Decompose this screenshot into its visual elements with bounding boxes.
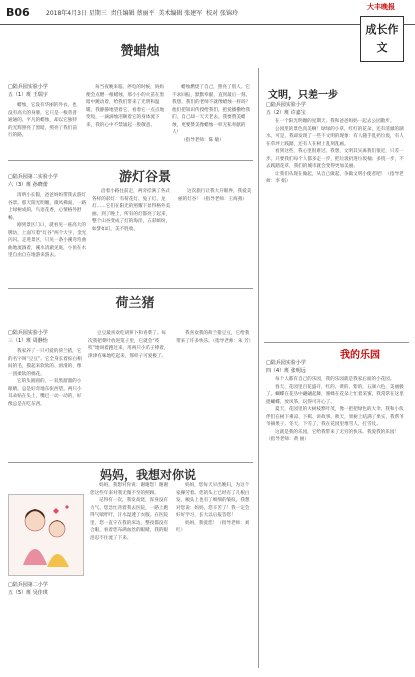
article-title: 文明，只差一步	[268, 90, 338, 101]
article-body	[178, 188, 253, 284]
article-body	[8, 348, 83, 458]
byline-class: 五（5）班 吴佳琪	[8, 589, 48, 596]
byline-school: □陆兵园实验小学	[8, 330, 48, 336]
article-byline	[266, 102, 406, 117]
byline-school: □陆兵园第二小学	[8, 582, 48, 588]
paragraph: 我家养了一只可爱的荷兰猪，它的名字叫“豆豆”。它全身长着棕白相间的毛，摸起来软软的、滑滑的，像一团柔软的棉花。	[8, 349, 82, 377]
paragraph: 在一个阳光明媚的星期天，我和爸爸妈妈一起去公园散步。	[275, 119, 395, 124]
paragraph: 每个人都有自己的乐园，我的乐园就是我家后面的小花园。	[275, 377, 395, 382]
paragraph: 这就是我的乐园，它给我带来了无穷的快乐。我爱我的乐园！（指导老师：黄 丽）	[266, 429, 400, 442]
issue-date: 2018年4月3日 星期三	[46, 10, 107, 17]
paragraph: 刚到景区门口，就看见一座高大的牌坊，上面写着“灯谷”两个大字，金光闪闪。走进景区，只见一条小溪弯弯曲曲地流淌着，溪水清澈见底，小鱼在水里自由自在地游来游去。	[8, 223, 87, 258]
article-title: 荷兰猪	[115, 296, 155, 311]
article-byline	[8, 330, 78, 345]
article-body	[172, 84, 252, 156]
section-brand	[352, 2, 410, 62]
article-body	[92, 188, 172, 284]
byline-class: 五（1）班 王瑞宇	[8, 91, 48, 98]
paragraph: 妈妈，您每天早出晚归，为这个家操劳着。您的头上已经有了几根白发，额头上也有了细细的皱纹。我想对您说：妈妈，您辛苦了！我一定会好好学习，长大以后报答您！	[176, 483, 250, 518]
paragraph: 清明小长假，爸爸妈妈带我去游灯谷景。那天阳光明媚，微风拂面，一路上绿树成荫，鸟语花香，心情格外舒畅。	[8, 193, 87, 221]
paragraph: 这次旅行让我大开眼界，我爱美丽的灯谷！（指导老师：王海燕）	[178, 189, 252, 202]
byline-school: □陆兵园实验小学	[266, 360, 306, 366]
byline-class: 四（4）班 张明远	[266, 367, 306, 374]
article-note: （指导老师：陈 敏）	[181, 137, 224, 143]
byline-class: 六（3）班 孙晓蕾	[8, 181, 48, 188]
header-meta	[46, 8, 238, 17]
mother-child-illustration	[9, 495, 83, 575]
byline-school: □陆兵园实验小学	[266, 102, 306, 108]
paragraph: 春天，花园里百花盛开，红的、黄的、紫的，五颜六色，美丽极了。蝴蝶在花丛中翩翩起舞，蜜蜂在花朵上忙着采蜜。我常常在这里捉蝴蝶、放风筝，玩得可开心了。	[266, 384, 404, 405]
byline-school: □陆兵园第二实验小学	[8, 174, 58, 180]
byline-class: 三（1）班 周静怡	[8, 337, 48, 344]
section-name: 成长作文	[360, 16, 404, 62]
newspaper-logo: 大丰晚报	[367, 2, 395, 11]
article-title: 赞蜡烛	[120, 44, 160, 59]
byline-school: □陆兵园实验小学	[8, 84, 48, 90]
paragraph: 让我们从现在做起，从自己做起，争做文明小使者吧！（指导老师：李 娟）	[266, 171, 404, 184]
paragraph: 蜡烛燃烧了自己，照亮了别人。它不求回报，默默奉献，直到最后一刻。我想，我们的老师不就像蜡烛一样吗？他们把知识传授给我们，把爱播撒给我们，自己却一天天老去。我要赞美蜡烛，更要赞美像蜡烛一样无私奉献的人！	[172, 85, 251, 135]
paragraph: 妈妈，我想对你说：谢谢您！谢谢您这些年来对我无微不至的照顾。	[90, 483, 168, 496]
article-body-extra	[8, 600, 84, 667]
paragraph: 我喜欢我的荷兰猪豆豆，它给我带来了许多快乐。（指导老师：朱 芳）	[176, 331, 253, 344]
article-body	[88, 330, 170, 458]
byline-class: 五（2）班 许嘉宝	[266, 109, 306, 116]
article-body	[266, 118, 408, 338]
paragraph: 夏天，花园里的大树枝繁叶茂，像一把把绿色的大伞。我和小伙伴们在树下乘凉、下棋、讲故事。秋天，果树上结满了果实，我帮爷爷摘果子。冬天，下雪了，我在花园里堆雪人、打雪仗。	[266, 407, 404, 427]
article-body	[8, 192, 88, 284]
proofreader: 校对 张锦玲	[206, 10, 239, 17]
illustration-image	[8, 494, 84, 576]
divider	[8, 462, 253, 463]
article-body	[176, 482, 253, 667]
paragraph: 沿着小路往前走，两旁挂满了各式各样的彩灯：有荷花灯、兔子灯、龙灯……它们在阳光的照耀下显得格外美丽。到了晚上，所有的灯都亮了起来，整个山谷变成了灯的海洋，五彩缤纷，如梦如幻，美不胜收。	[92, 189, 171, 232]
article-byline	[266, 360, 406, 375]
paragraph: 它的头圆圆的，一双黑溜溜的小眼睛，总是好奇地东张西望。两只小耳朵贴在头上，嘴巴一动一动的，好像总是在吃东西。	[8, 379, 82, 407]
divider	[8, 160, 253, 161]
paragraph: 公园里的景色真美啊！绿绿的小草，红红的花朵，还有清澈的湖水。可是，我却发现了一些不文明的现象：有人随手乱扔垃圾，有人在草坪上践踏，还有人在树上乱刻乱画。	[266, 126, 404, 147]
article-body	[8, 102, 78, 158]
article-byline	[8, 174, 78, 189]
paragraph: 记得有一次，我发高烧，浑身没有力气。您急忙背着我去医院，一路上跑得气喘吁吁，汗水湿透了衣服。在医院里，您一直守在我的床边，整夜都没有合眼。看着您布满血丝的眼睛，我的眼泪忍不住流了下来。	[90, 498, 169, 541]
paragraph: 看到这些，我心里很难过。我想，文明其实离我们很近，只差一步。只要我们每个人都多走一步，把垃圾扔进垃圾桶；多绕一步，不去践踏花草，我们的城市就会变得更加美丽。	[266, 149, 404, 169]
page-code: B06	[6, 6, 30, 19]
designer: 美术编辑 张建军	[158, 10, 203, 17]
article-byline	[8, 84, 78, 99]
article-title: 游灯谷景	[118, 170, 171, 185]
article-body	[266, 376, 408, 668]
article-body	[86, 84, 166, 156]
article-body	[176, 330, 253, 458]
paragraph: 每当夜晚来临，停电的时候，妈妈便会点燃一根蜡烛，那小小的火苗在黑暗中跳动着，给我们带来了光明和温暖。我静静地望着它，看着它一点点地变短，一滴滴烛泪顺着它的身体流下来，我的心中不禁涌起一股敬意。	[86, 85, 165, 128]
divider	[264, 342, 409, 343]
article-title: 妈妈，我想对你说	[99, 468, 196, 482]
paragraph: 蜡烛，它没有华丽的外衣，也没有高大的身躯，它只是一根普普通通的、平凡的蜡烛，却以它独特的光辉照亮了黑暗，照亮了我们前行的路。	[8, 103, 77, 138]
paragraph: 豆豆最喜欢吃胡萝卜和青菜了。每次我把菜叶放进笼子里，它就会“吱吱”地叫着跑过来，用两只小爪子捧着，津津有味地吃起来，那样子可爱极了。	[88, 331, 169, 359]
article-byline	[8, 582, 82, 597]
article-title: 我的乐园	[340, 350, 380, 361]
article-body	[90, 482, 172, 667]
column-divider	[258, 68, 259, 668]
editor: 责任编辑 蔡丽平	[110, 10, 155, 17]
divider	[8, 288, 253, 289]
paragraph: 妈妈，我爱您！（指导老师：刘 红）	[176, 520, 250, 533]
